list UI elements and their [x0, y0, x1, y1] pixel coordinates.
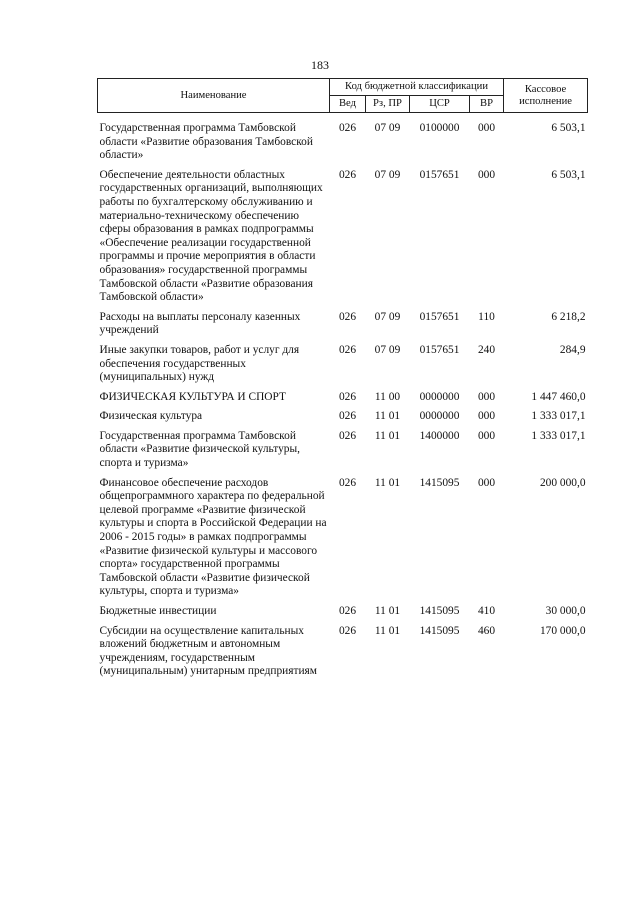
- table-row: [98, 388, 588, 408]
- header-name: Наименование: [98, 79, 330, 113]
- row-name: Физическая культура: [99, 410, 203, 423]
- table-row: [98, 119, 588, 166]
- row-csr: 0000000: [419, 410, 460, 423]
- row-ved: 026: [338, 168, 357, 181]
- table-row: [98, 407, 588, 427]
- row-ved: 026: [338, 624, 357, 637]
- row-vr: 000: [477, 390, 496, 403]
- row-rz-pr: 11 01: [374, 476, 401, 489]
- row-ved: 026: [338, 310, 357, 323]
- row-csr: 0157651: [419, 310, 460, 323]
- page-number: 183: [311, 58, 329, 72]
- header-ved: Вед: [330, 96, 366, 113]
- table-row: [98, 474, 588, 602]
- header-csr: ЦСР: [410, 96, 470, 113]
- table-body: [98, 113, 588, 682]
- row-rz-pr: 07 09: [374, 310, 401, 323]
- row-rz-pr: 11 01: [374, 624, 401, 637]
- row-rz-pr: 11 01: [374, 605, 401, 617]
- header-amount-line2: исполнение: [519, 95, 572, 107]
- row-rz-pr: 07 09: [374, 343, 401, 356]
- table-row: [98, 308, 588, 341]
- row-vr: 000: [477, 122, 496, 134]
- row-vr: 000: [477, 429, 496, 442]
- row-csr: 1415095: [419, 624, 460, 637]
- row-name: ФИЗИЧЕСКАЯ КУЛЬТУРА И СПОРТ: [99, 390, 286, 403]
- table-row: [98, 602, 588, 622]
- row-amount: 200 000,0: [539, 476, 586, 489]
- row-ved: 026: [338, 605, 357, 617]
- row-name: Государственная программа Тамбовской области «Развитие образования Тамбовской области»: [99, 122, 313, 162]
- header-code-group: Код бюджетной классификации: [330, 79, 504, 96]
- header-amount: [504, 79, 588, 113]
- row-name: Обеспечение деятельности областных государственных организаций, выполняющих работы по бухгалтерскому обслуживанию и материально-техническому обеспечению сферы образования в рамках подпрограммы «Обеспечение реализации государственной программы и прочие мероприятия в области образования» государственной программы Тамбовской области «Развитие образования Тамбовской области»: [99, 168, 323, 304]
- table-header: [98, 79, 588, 113]
- header-amount-line1: Кассовое: [524, 83, 567, 95]
- budget-table: [97, 78, 588, 682]
- row-ved: 026: [338, 429, 357, 442]
- table-row: [98, 341, 588, 388]
- row-csr: 1415095: [419, 476, 460, 489]
- row-vr: 000: [477, 410, 496, 423]
- row-amount: 6 503,1: [551, 122, 586, 134]
- row-amount: 170 000,0: [539, 624, 586, 637]
- row-rz-pr: 11 01: [374, 429, 401, 442]
- row-vr: 240: [477, 343, 496, 356]
- table-row: [98, 427, 588, 474]
- row-name: Субсидии на осуществление капитальных вложений бюджетным и автономным учреждениям, государственным (муниципальным) унитарным предприятиям: [99, 624, 318, 678]
- row-csr: 1415095: [419, 605, 460, 617]
- row-name: Бюджетные инвестиции: [99, 605, 217, 617]
- row-csr: 0000000: [419, 390, 460, 403]
- row-amount: 284,9: [559, 343, 586, 356]
- row-vr: 410: [477, 605, 496, 617]
- row-csr: 0157651: [419, 168, 460, 181]
- row-name: Государственная программа Тамбовской области «Развитие физической культуры, спорта и туризма»: [99, 429, 300, 470]
- row-amount: 6 218,2: [551, 310, 586, 323]
- row-rz-pr: 07 09: [374, 122, 401, 134]
- row-vr: 460: [477, 624, 496, 637]
- header-rz-pr: Рз, ПР: [366, 96, 410, 113]
- row-rz-pr: 11 01: [374, 410, 401, 423]
- row-vr: 000: [477, 476, 496, 489]
- row-name: Расходы на выплаты персоналу казенных учреждений: [99, 310, 301, 337]
- row-ved: 026: [338, 122, 357, 134]
- row-rz-pr: 11 00: [374, 390, 401, 403]
- header-vr: ВР: [470, 96, 504, 113]
- row-ved: 026: [338, 476, 357, 489]
- row-amount: 1 333 017,1: [531, 410, 586, 423]
- row-amount: 30 000,0: [545, 605, 586, 617]
- row-csr: 1400000: [419, 429, 460, 442]
- row-name: Иные закупки товаров, работ и услуг для обеспечения государственных (муниципальных) нужд: [99, 343, 300, 384]
- row-amount: 1 447 460,0: [531, 390, 586, 403]
- table-row: [98, 166, 588, 308]
- row-csr: 0157651: [419, 343, 460, 356]
- row-name: Финансовое обеспечение расходов общепрограммного характера по федеральной целевой программе «Развитие физической культуры и спорта в Российской Федерации на 2006 - 2015 годы» в рамках подпрограммы «Развитие физической культуры и массового спорта» государственной программы Тамбовской области «Развитие физической культуры, спорта и туризма»: [99, 476, 327, 598]
- row-ved: 026: [338, 343, 357, 356]
- row-ved: 026: [338, 410, 357, 423]
- row-vr: 000: [477, 168, 496, 181]
- table-row: [98, 622, 588, 682]
- row-amount: 6 503,1: [551, 168, 586, 181]
- row-amount: 1 333 017,1: [531, 429, 586, 442]
- row-rz-pr: 07 09: [374, 168, 401, 181]
- row-ved: 026: [338, 390, 357, 403]
- row-vr: 110: [478, 310, 495, 323]
- row-csr: 0100000: [419, 122, 460, 134]
